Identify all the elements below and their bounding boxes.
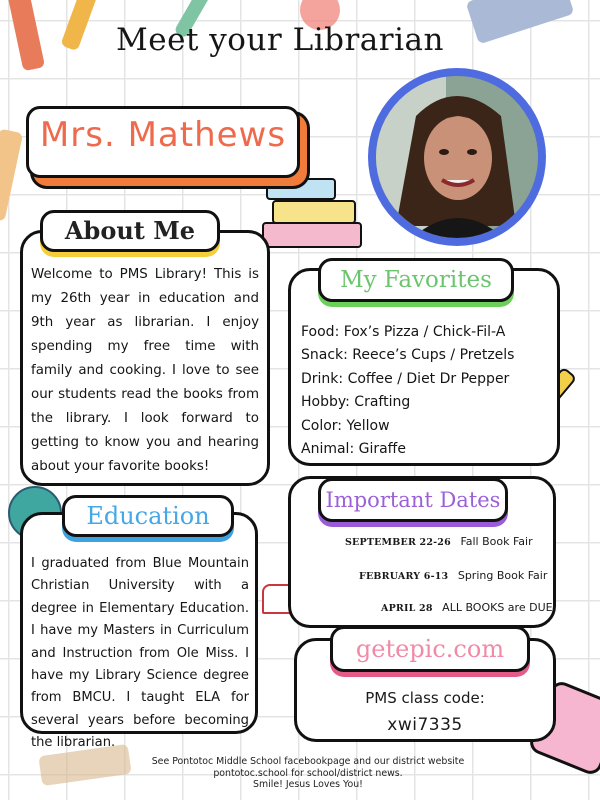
date-when: APRIL 28: [381, 603, 433, 614]
about-me-card: [20, 230, 270, 486]
about-me-text: Welcome to PMS Library! This is my 26th year in education and 9th year as librarian. I enjoy spending my free time with family and cooking. I love to see our students read the books from the library. I look forward to getting to know you and hearing about your favorite books!: [31, 267, 259, 474]
favorites-heading-tab: [318, 258, 514, 302]
education-heading: Education: [86, 502, 210, 530]
education-heading-tab: [62, 495, 234, 537]
date-what: ALL BOOKS are DUE: [442, 601, 553, 614]
date-when: SEPTEMBER 22-26: [345, 537, 451, 548]
about-me-heading-tab: [40, 210, 220, 252]
favorite-item: Snack: Reece’s Cups / Pretzels: [301, 347, 515, 364]
book-stack-decoration-2: [272, 200, 356, 224]
page-title: Meet your Librarian: [116, 22, 444, 58]
education-text: I graduated from Blue Mountain Christian University with a degree in Elementary Education. I have my Masters in Curriculum and Instruction from Ole Miss. I have my Library Science degree from BMCU. I taught ELA for several years before becoming the librarian.: [31, 556, 249, 751]
favorite-item: Drink: Coffee / Diet Dr Pepper: [301, 370, 510, 387]
important-dates-heading: Important Dates: [325, 488, 501, 512]
favorites-list: [301, 321, 531, 461]
librarian-photo: [368, 68, 546, 246]
date-row: [345, 535, 533, 548]
date-row: [359, 569, 547, 582]
education-card: [20, 512, 258, 751]
book-stack-decoration: [266, 178, 336, 200]
favorite-item: Food: Fox’s Pizza / Chick-Fil-A: [301, 324, 506, 340]
date-when: FEBRUARY 6-13: [359, 571, 449, 582]
class-code-label: PMS class code:: [365, 689, 485, 707]
ruler-left-decoration: [0, 128, 23, 221]
favorite-item: Color: Yellow: [301, 417, 390, 434]
about-me-heading: About Me: [64, 216, 196, 245]
date-what: Fall Book Fair: [460, 535, 533, 548]
date-what: Spring Book Fair: [457, 569, 548, 582]
favorite-item: Animal: Giraffe: [301, 441, 406, 458]
favorite-item: Hobby: Crafting: [301, 394, 411, 411]
librarian-name-box: [26, 106, 300, 178]
book-stack-decoration-3: [262, 222, 362, 248]
portrait-illustration: [376, 76, 538, 238]
important-dates-heading-tab: [318, 478, 508, 522]
favorites-heading: My Favorites: [340, 267, 492, 293]
class-code-value: xwi7335: [387, 715, 463, 735]
librarian-photo-portrait: [376, 76, 538, 238]
footer-line: Smile! Jesus Loves You!: [253, 779, 363, 790]
footer-line: See Pontotoc Middle School facebookpage and our district website: [151, 756, 465, 767]
getepic-heading: getepic.com: [355, 635, 505, 663]
footer-line: pontotoc.school for school/district news.: [213, 767, 403, 779]
date-row: [381, 601, 553, 614]
getepic-heading-tab: [330, 626, 530, 672]
footer-note: [148, 756, 468, 791]
librarian-name: Mrs. Mathews: [39, 115, 287, 155]
